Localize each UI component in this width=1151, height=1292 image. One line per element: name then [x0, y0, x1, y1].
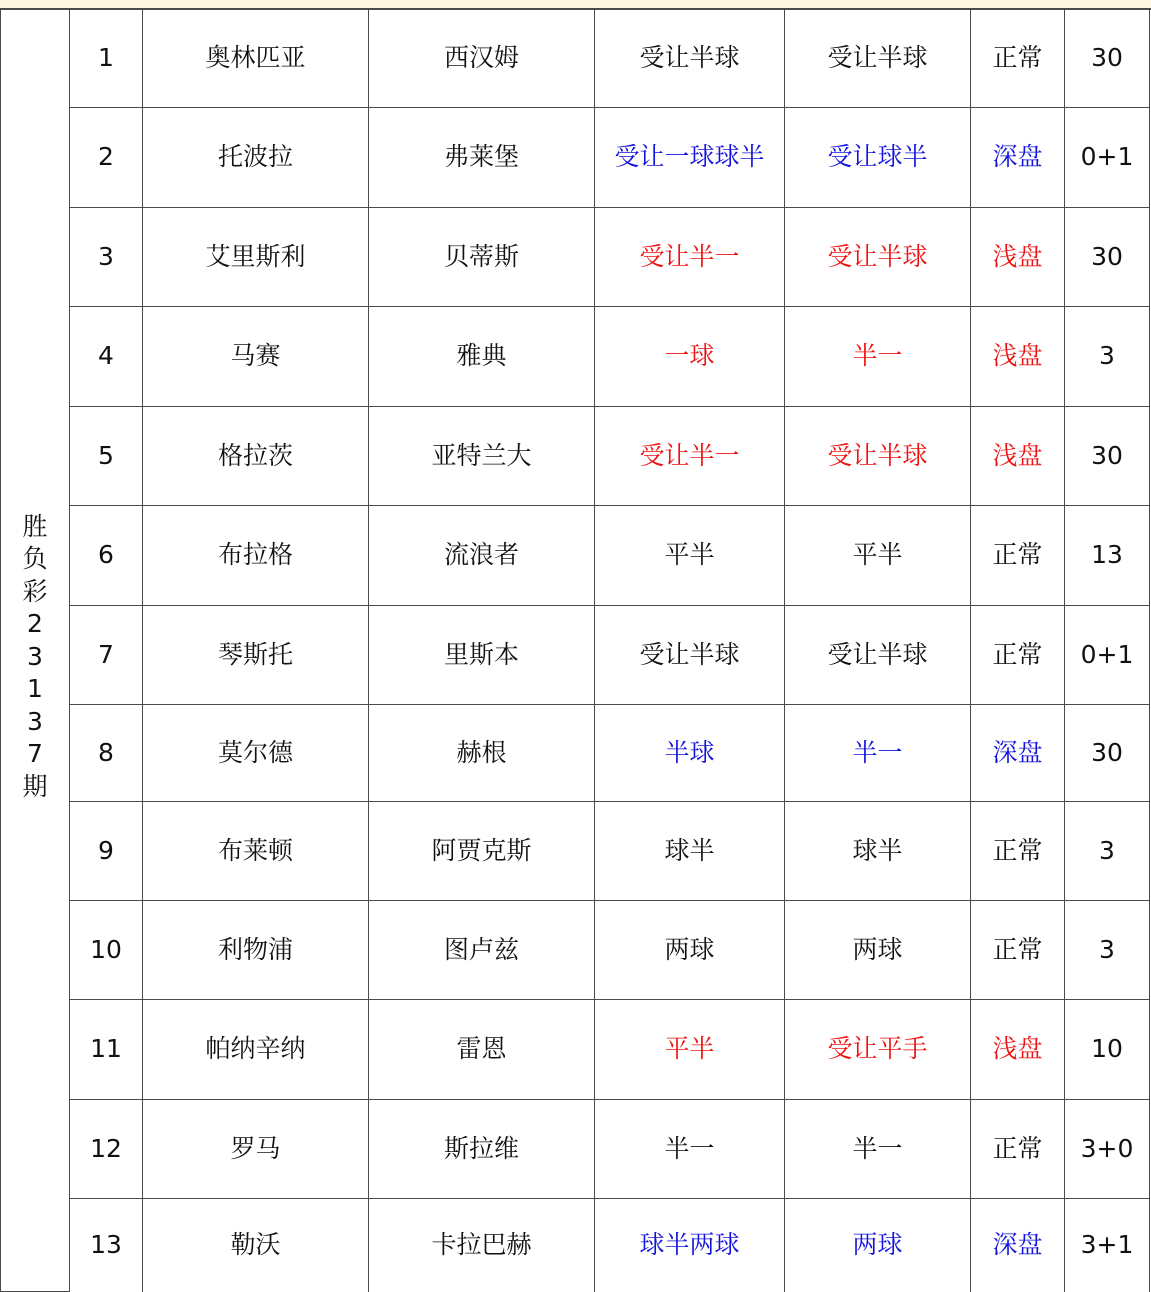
table-row [1, 108, 1150, 208]
handicap-line-1-cell: 受让半球 [595, 606, 785, 705]
home-team-cell: 莫尔德 [143, 705, 369, 802]
period-label-char: 3 [27, 641, 43, 671]
handicap-type-cell: 深盘 [971, 108, 1065, 208]
period-label-char: 胜 [22, 511, 48, 541]
match-number-cell: 3 [70, 208, 143, 307]
handicap-line-2-cell: 受让半球 [785, 9, 971, 108]
pick-cell: 0+1 [1065, 606, 1150, 705]
handicap-line-2-cell: 球半 [785, 802, 971, 901]
match-number-cell: 1 [70, 9, 143, 108]
match-number-cell: 8 [70, 705, 143, 802]
home-team-cell: 布莱顿 [143, 802, 369, 901]
handicap-line-1-cell: 一球 [595, 307, 785, 407]
away-team-cell: 流浪者 [369, 506, 595, 606]
period-label-char: 3 [27, 706, 43, 736]
table-row [1, 9, 1150, 108]
table-row [1, 705, 1150, 802]
table-body [1, 9, 1150, 1292]
handicap-line-2-cell: 受让平手 [785, 1000, 971, 1100]
home-team-cell: 艾里斯利 [143, 208, 369, 307]
handicap-line-2-cell: 受让半球 [785, 407, 971, 506]
handicap-type-cell: 正常 [971, 9, 1065, 108]
handicap-type-cell: 浅盘 [971, 1000, 1065, 1100]
match-number-cell: 7 [70, 606, 143, 705]
lottery-table [0, 8, 1150, 1292]
handicap-type-cell: 正常 [971, 802, 1065, 901]
pick-cell: 3+0 [1065, 1100, 1150, 1199]
handicap-line-1-cell: 半球 [595, 705, 785, 802]
home-team-cell: 格拉茨 [143, 407, 369, 506]
pick-cell: 30 [1065, 9, 1150, 108]
table-row [1, 506, 1150, 606]
match-number-cell: 13 [70, 1199, 143, 1292]
table-row [1, 901, 1150, 1000]
handicap-line-2-cell: 受让半球 [785, 208, 971, 307]
period-label-char: 彩 [22, 576, 48, 606]
handicap-type-cell: 浅盘 [971, 307, 1065, 407]
pick-cell: 3 [1065, 802, 1150, 901]
away-team-cell: 图卢兹 [369, 901, 595, 1000]
handicap-line-1-cell: 球半 [595, 802, 785, 901]
handicap-line-2-cell: 两球 [785, 1199, 971, 1292]
handicap-line-1-cell: 球半两球 [595, 1199, 785, 1292]
away-team-cell: 雅典 [369, 307, 595, 407]
handicap-line-1-cell: 平半 [595, 1000, 785, 1100]
handicap-line-1-cell: 受让一球球半 [595, 108, 785, 208]
period-label-char: 2 [27, 609, 43, 639]
pick-cell: 13 [1065, 506, 1150, 606]
handicap-type-cell: 正常 [971, 1100, 1065, 1199]
home-team-cell: 罗马 [143, 1100, 369, 1199]
match-number-cell: 11 [70, 1000, 143, 1100]
away-team-cell: 西汉姆 [369, 9, 595, 108]
period-label-char: 期 [22, 771, 48, 801]
home-team-cell: 托波拉 [143, 108, 369, 208]
handicap-line-2-cell: 半一 [785, 705, 971, 802]
period-label-cell [1, 9, 70, 1292]
away-team-cell: 贝蒂斯 [369, 208, 595, 307]
handicap-line-2-cell: 受让半球 [785, 606, 971, 705]
pick-cell: 30 [1065, 208, 1150, 307]
handicap-type-cell: 正常 [971, 506, 1065, 606]
away-team-cell: 阿贾克斯 [369, 802, 595, 901]
match-number-cell: 10 [70, 901, 143, 1000]
away-team-cell: 弗莱堡 [369, 108, 595, 208]
pick-cell: 30 [1065, 407, 1150, 506]
handicap-line-2-cell: 受让球半 [785, 108, 971, 208]
handicap-line-1-cell: 平半 [595, 506, 785, 606]
pick-cell: 10 [1065, 1000, 1150, 1100]
home-team-cell: 琴斯托 [143, 606, 369, 705]
match-number-cell: 5 [70, 407, 143, 506]
away-team-cell: 卡拉巴赫 [369, 1199, 595, 1292]
handicap-type-cell: 深盘 [971, 705, 1065, 802]
match-number-cell: 9 [70, 802, 143, 901]
away-team-cell: 斯拉维 [369, 1100, 595, 1199]
table-row [1, 1100, 1150, 1199]
home-team-cell: 马赛 [143, 307, 369, 407]
handicap-type-cell: 深盘 [971, 1199, 1065, 1292]
period-label-char: 负 [22, 544, 48, 574]
table-row [1, 1000, 1150, 1100]
match-number-cell: 2 [70, 108, 143, 208]
table-row [1, 1199, 1150, 1292]
period-label-char: 1 [27, 674, 43, 704]
pick-cell: 30 [1065, 705, 1150, 802]
pick-cell: 0+1 [1065, 108, 1150, 208]
match-number-cell: 6 [70, 506, 143, 606]
pick-cell: 3 [1065, 901, 1150, 1000]
pick-cell: 3 [1065, 307, 1150, 407]
table-row [1, 307, 1150, 407]
handicap-line-1-cell: 两球 [595, 901, 785, 1000]
handicap-line-2-cell: 平半 [785, 506, 971, 606]
home-team-cell: 勒沃 [143, 1199, 369, 1292]
away-team-cell: 亚特兰大 [369, 407, 595, 506]
away-team-cell: 里斯本 [369, 606, 595, 705]
match-number-cell: 4 [70, 307, 143, 407]
away-team-cell: 赫根 [369, 705, 595, 802]
handicap-line-1-cell: 受让半球 [595, 9, 785, 108]
handicap-line-1-cell: 受让半一 [595, 407, 785, 506]
handicap-line-2-cell: 半一 [785, 307, 971, 407]
period-label-char: 7 [27, 739, 43, 769]
home-team-cell: 布拉格 [143, 506, 369, 606]
handicap-line-2-cell: 两球 [785, 901, 971, 1000]
handicap-type-cell: 正常 [971, 901, 1065, 1000]
handicap-line-1-cell: 半一 [595, 1100, 785, 1199]
table-row [1, 802, 1150, 901]
home-team-cell: 奥林匹亚 [143, 9, 369, 108]
handicap-line-1-cell: 受让半一 [595, 208, 785, 307]
match-number-cell: 12 [70, 1100, 143, 1199]
table-row [1, 606, 1150, 705]
handicap-type-cell: 浅盘 [971, 208, 1065, 307]
table-row [1, 208, 1150, 307]
handicap-line-2-cell: 半一 [785, 1100, 971, 1199]
pick-cell: 3+1 [1065, 1199, 1150, 1292]
handicap-type-cell: 浅盘 [971, 407, 1065, 506]
home-team-cell: 利物浦 [143, 901, 369, 1000]
table-row [1, 407, 1150, 506]
away-team-cell: 雷恩 [369, 1000, 595, 1100]
handicap-type-cell: 正常 [971, 606, 1065, 705]
home-team-cell: 帕纳辛纳 [143, 1000, 369, 1100]
